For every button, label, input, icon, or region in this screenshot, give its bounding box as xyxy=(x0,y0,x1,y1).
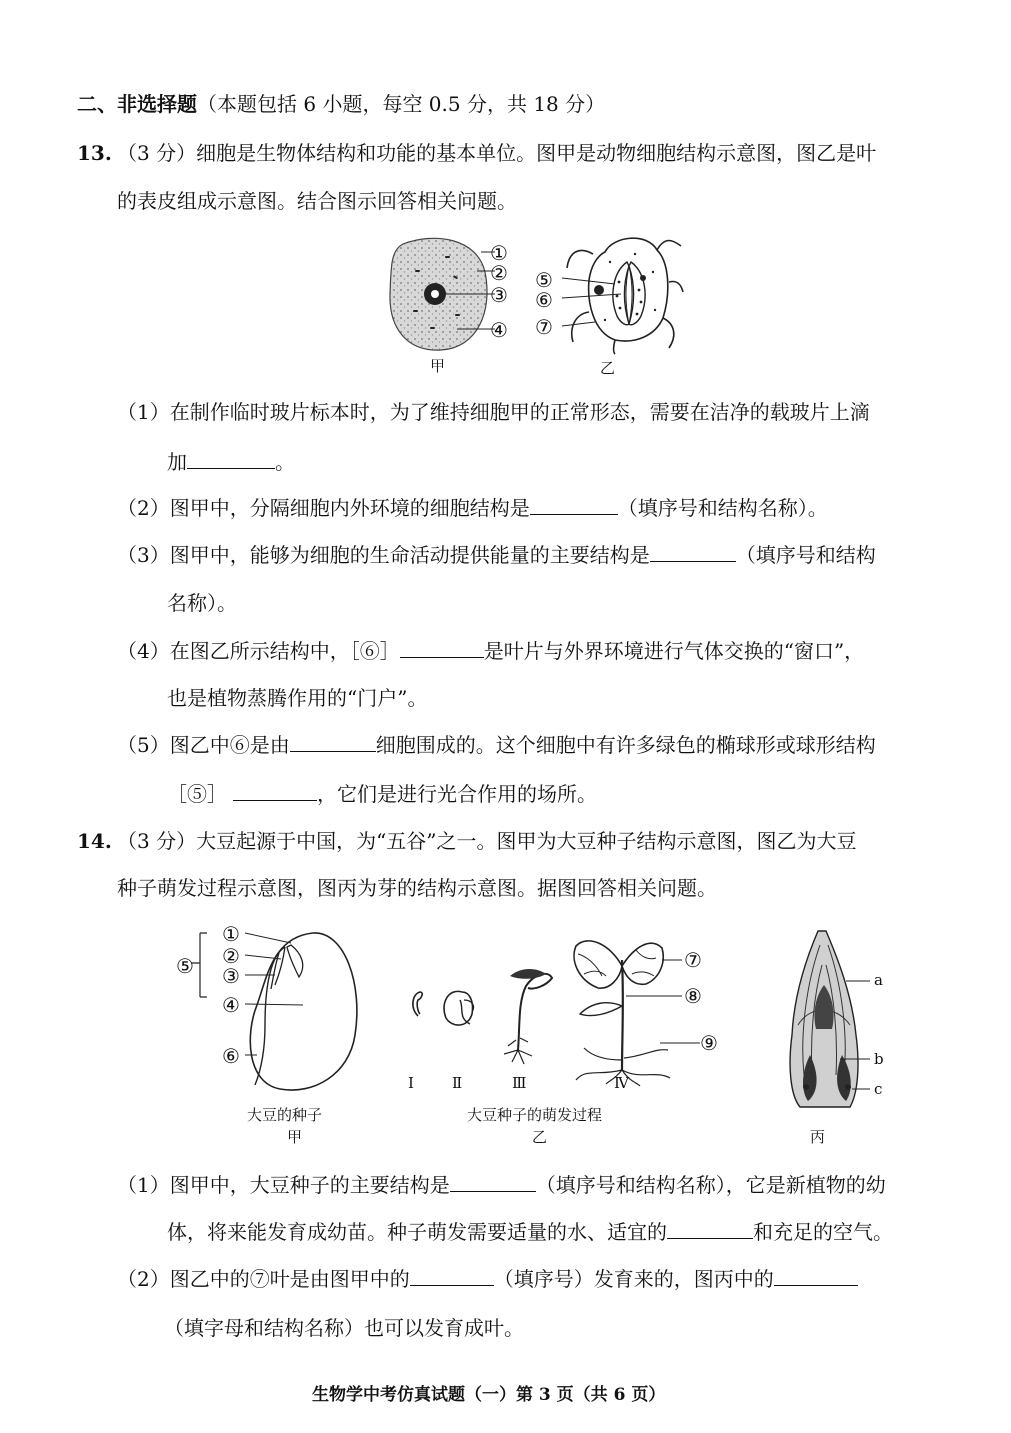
fig14-caption-jia-1: 大豆的种子 xyxy=(247,1106,323,1124)
section-title: 二、非选择题 xyxy=(77,92,197,116)
answer-blank[interactable] xyxy=(530,496,618,515)
fig14-caption-jia-2: 甲 xyxy=(287,1128,303,1146)
stage-label-2: Ⅱ xyxy=(452,1074,463,1092)
cell-marker-4: ④ xyxy=(490,318,508,342)
section-heading xyxy=(77,92,605,116)
epidermis-marker-6: ⑥ xyxy=(535,288,553,312)
fig13-label-jia: 甲 xyxy=(430,357,446,375)
q13-p4-line2: 也是植物蒸腾作用的“门户”。 xyxy=(167,686,428,710)
q14-p1: （1）图甲中，大豆种子的主要结构是 （填序号和结构名称），它是新植物的幼 xyxy=(117,1173,886,1197)
answer-blank[interactable] xyxy=(400,639,484,658)
cell-marker-3: ③ xyxy=(490,283,508,307)
bud-label-a: a xyxy=(874,971,883,989)
fig14-caption-yi-1: 大豆种子的萌发过程 xyxy=(467,1106,603,1124)
fig14-caption-bing: 丙 xyxy=(810,1128,826,1146)
seed-marker-3: ③ xyxy=(222,964,240,988)
answer-blank[interactable] xyxy=(650,543,736,562)
answer-blank[interactable] xyxy=(410,1267,494,1286)
plant-marker-7: ⑦ xyxy=(684,948,702,972)
q13-p2: （2）图甲中，分隔细胞内外环境的细胞结构是 （填序号和结构名称）。 xyxy=(117,496,828,520)
section-note: （本题包括 6 小题，每空 0.5 分，共 18 分） xyxy=(197,92,606,116)
soybean-seed-figure xyxy=(195,925,365,1100)
q13-p3-line2: 名称）。 xyxy=(167,591,237,615)
plant-marker-9: ⑨ xyxy=(700,1031,718,1055)
answer-blank[interactable] xyxy=(290,733,376,752)
seed-marker-1: ① xyxy=(222,922,240,946)
cell-marker-1: ① xyxy=(490,241,508,265)
answer-blank[interactable] xyxy=(774,1267,858,1286)
q14-stem-line1: （3 分）大豆起源于中国，为“五谷”之一。图甲为大豆种子结构示意图，图乙为大豆 xyxy=(117,829,857,853)
fig14-caption-yi-2: 乙 xyxy=(532,1128,548,1146)
answer-blank[interactable] xyxy=(667,1220,753,1239)
stage-label-3: Ⅲ xyxy=(512,1074,527,1092)
seed-marker-6: ⑥ xyxy=(222,1044,240,1068)
q13-p1-line1: （1）在制作临时玻片标本时，为了维持细胞甲的正常形态，需要在洁净的载玻片上滴 xyxy=(117,400,870,424)
q14-number: 14. xyxy=(77,829,112,853)
q13-p1-line2: 加 。 xyxy=(167,450,295,474)
answer-blank[interactable] xyxy=(450,1173,536,1192)
seed-marker-5: ⑤ xyxy=(176,954,194,978)
q13-stem-line2: 的表皮组成示意图。结合图示回答相关问题。 xyxy=(117,189,517,213)
q14-p2-line2: （填字母和结构名称）也可以发育成叶。 xyxy=(164,1316,524,1340)
seed-marker-2: ② xyxy=(222,944,240,968)
q13-p3: （3）图甲中，能够为细胞的生命活动提供能量的主要结构是 （填序号和结构 xyxy=(117,543,876,567)
q13-number: 13. xyxy=(77,141,112,165)
q14-p1-line2: 体，将来能发育成幼苗。种子萌发需要适量的水、适宜的 和充足的空气。 xyxy=(167,1220,893,1244)
seed-marker-4: ④ xyxy=(222,993,240,1017)
germination-stages-figure xyxy=(400,930,730,1080)
answer-blank[interactable] xyxy=(187,450,275,469)
q13-stem-line1: （3 分）细胞是生物体结构和功能的基本单位。图甲是动物细胞结构示意图，图乙是叶 xyxy=(117,141,877,165)
q14-stem-line2: 种子萌发过程示意图，图丙为芽的结构示意图。据图回答相关问题。 xyxy=(117,876,717,900)
bud-structure-figure xyxy=(770,925,883,1115)
bud-label-c: c xyxy=(874,1080,883,1098)
q13-p4: （4）在图乙所示结构中，［⑥］ 是叶片与外界环境进行气体交换的“窗口”， xyxy=(117,639,865,663)
q13-p5-line2: ［⑤］ ，它们是进行光合作用的场所。 xyxy=(167,782,597,806)
stage-label-4: Ⅳ xyxy=(614,1074,629,1092)
cell-marker-2: ② xyxy=(490,261,508,285)
bud-label-b: b xyxy=(874,1050,884,1068)
leaf-epidermis-figure xyxy=(565,232,685,354)
plant-marker-8: ⑧ xyxy=(684,984,702,1008)
epidermis-marker-7: ⑦ xyxy=(535,315,553,339)
page-footer: 生物学中考仿真试题（一）第 3 页（共 6 页） xyxy=(312,1385,666,1405)
q14-p2: （2）图乙中的⑦叶是由图甲中的 （填序号）发育来的，图丙中的 xyxy=(117,1267,858,1291)
answer-blank[interactable] xyxy=(233,782,317,801)
epidermis-marker-5: ⑤ xyxy=(535,268,553,292)
q13-p5: （5）图乙中⑥是由 细胞围成的。这个细胞中有许多绿色的椭球形或球形结构 xyxy=(117,733,876,757)
stage-label-1: Ⅰ xyxy=(408,1074,414,1092)
fig13-label-yi: 乙 xyxy=(600,359,616,377)
